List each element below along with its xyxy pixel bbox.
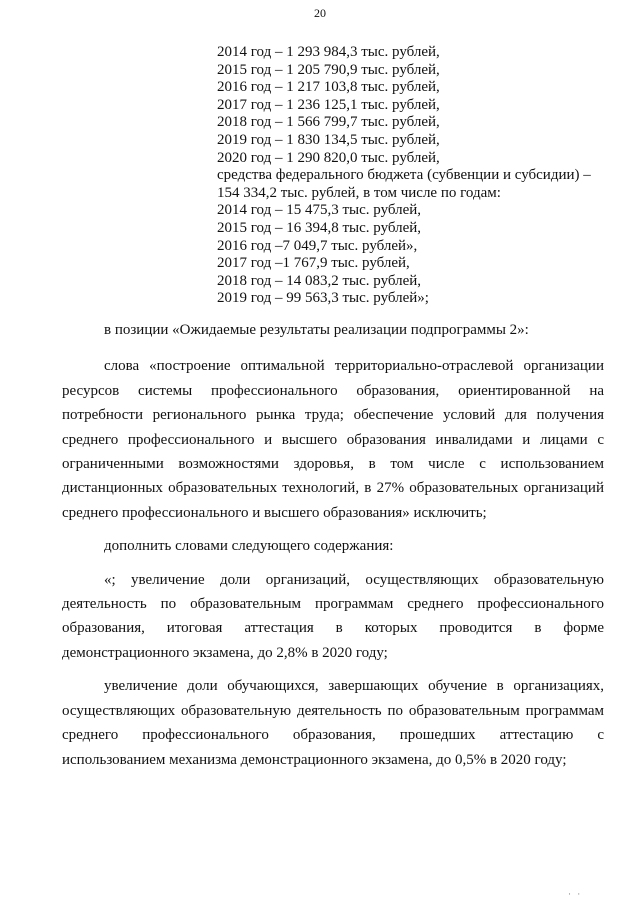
budget-line: 2019 год – 1 830 134,5 тыс. рублей, (217, 131, 440, 148)
budget-line: 2017 год –1 767,9 тыс. рублей, (217, 255, 410, 272)
budget-line: 2019 год – 99 563,3 тыс. рублей»; (217, 290, 429, 307)
section-heading-paragraph: в позиции «Ожидаемые результаты реализации подпрограммы 2»: (104, 322, 529, 338)
exclusion-paragraph: слова «построение оптимальной территориально-отраслевой организации ресурсов системы профессионального образования, ориентированной на потребности регионального рынка труда; обеспечение условий для получения среднего профессионального и высшего образования инвалидами и лицами с ограниченными возможностями здоровья, в том числе с использованием дистанционных образовательных технологий, в 27% образовательных организаций среднего профессионального и высшего образования» исключить; (62, 358, 604, 521)
budget-line: 2020 год – 1 290 820,0 тыс. рублей, (217, 149, 440, 166)
federal-budget-heading: средства федерального бюджета (субвенции и субсидии) – (217, 167, 591, 184)
budget-line: 2018 год – 1 566 799,7 тыс. рублей, (217, 114, 440, 131)
federal-budget-total: 154 334,2 тыс. рублей, в том числе по годам: (217, 184, 501, 201)
budget-line: 2014 год – 1 293 984,3 тыс. рублей, (217, 44, 440, 60)
budget-line: 2015 год – 1 205 790,9 тыс. рублей, (217, 61, 440, 78)
budget-line: 2018 год – 14 083,2 тыс. рублей, (217, 272, 422, 289)
result-paragraph: «; увеличение доли организаций, осуществляющих образовательную деятельность по образовательным программам среднего профессионального образования, итоговая аттестация в которых проводится в форме демонстрационного экзамена, до 2,8% в 2020 году; (62, 571, 604, 661)
addition-intro-paragraph: дополнить словами следующего содержания: (104, 538, 394, 555)
budget-line: 2016 год – 1 217 103,8 тыс. рублей, (217, 79, 440, 96)
budget-line: 2016 год –7 049,7 тыс. рублей», (217, 237, 418, 254)
budget-line: 2014 год – 15 475,3 тыс. рублей, (217, 202, 422, 219)
document-body (62, 318, 604, 772)
result-paragraph: увеличение доли обучающихся, завершающих обучение в организациях, осуществляющих образовательную деятельность по образовательным программам среднего профессионального образования, прошедших аттестацию с использованием механизма демонстрационного экзамена, до 0,5% в 2020 году; (62, 678, 604, 768)
corner-mark: · · (568, 889, 583, 899)
funding-by-year-list (217, 44, 617, 308)
page-number: 20 (314, 6, 326, 20)
budget-line: 2015 год – 16 394,8 тыс. рублей, (217, 219, 422, 236)
budget-line: 2017 год – 1 236 125,1 тыс. рублей, (217, 96, 440, 113)
